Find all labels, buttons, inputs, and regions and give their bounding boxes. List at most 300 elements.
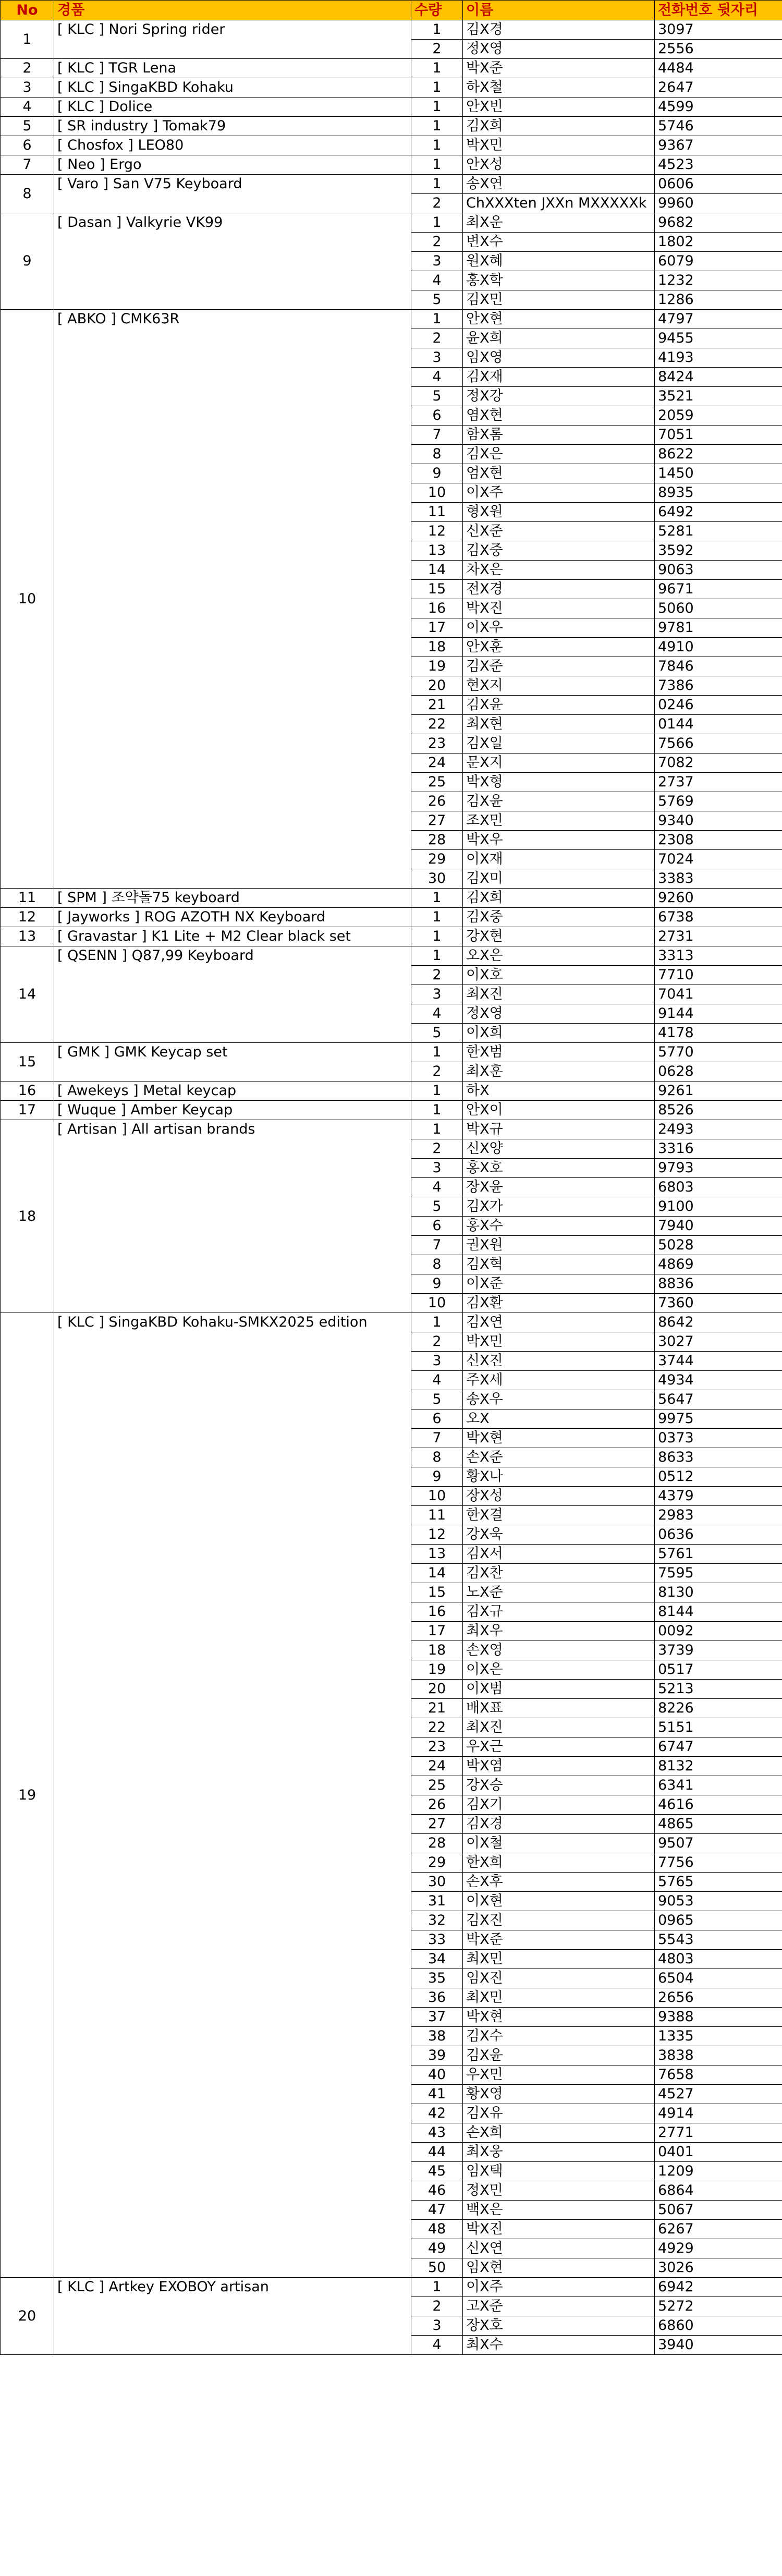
qty-cell: 16 <box>411 599 463 618</box>
prize-item-cell: [ KLC ] SingaKBD Kohaku <box>54 78 411 98</box>
table-row <box>1 310 782 329</box>
qty-cell: 18 <box>411 1641 463 1660</box>
qty-cell: 9 <box>411 1467 463 1487</box>
prize-item-cell: [ Gravastar ] K1 Lite + M2 Clear black set <box>54 927 411 946</box>
qty-cell: 2 <box>411 329 463 348</box>
table-row <box>1 213 782 233</box>
table-row <box>1 136 782 155</box>
qty-cell: 5 <box>411 1390 463 1409</box>
phone-digits-cell: 9367 <box>655 136 782 155</box>
winner-name-cell: 장X성 <box>463 1487 655 1506</box>
qty-cell: 23 <box>411 1737 463 1757</box>
winner-name-cell: 정X민 <box>463 2181 655 2201</box>
qty-cell: 41 <box>411 2085 463 2104</box>
winner-name-cell: 황X나 <box>463 1467 655 1487</box>
winner-name-cell: 노X준 <box>463 1583 655 1602</box>
winner-name-cell: 최X현 <box>463 715 655 734</box>
prize-no-cell: 19 <box>1 1313 54 2278</box>
qty-cell: 27 <box>411 811 463 831</box>
phone-digits-cell: 4910 <box>655 638 782 657</box>
qty-cell: 5 <box>411 387 463 406</box>
phone-digits-cell: 9793 <box>655 1159 782 1178</box>
phone-digits-cell: 7566 <box>655 734 782 754</box>
phone-digits-cell: 6738 <box>655 908 782 927</box>
winner-name-cell: 이X호 <box>463 966 655 985</box>
winner-name-cell: 윤X희 <box>463 329 655 348</box>
winner-name-cell: 엄X현 <box>463 464 655 483</box>
winner-name-cell: 이X은 <box>463 1660 655 1680</box>
winner-name-cell: 김X경 <box>463 1815 655 1834</box>
phone-digits-cell: 8935 <box>655 483 782 503</box>
phone-digits-cell: 9260 <box>655 889 782 908</box>
qty-cell: 12 <box>411 522 463 541</box>
qty-cell: 1 <box>411 20 463 40</box>
qty-cell: 1 <box>411 175 463 194</box>
winner-name-cell: 신X연 <box>463 2239 655 2258</box>
qty-cell: 33 <box>411 1930 463 1950</box>
phone-digits-cell: 7710 <box>655 966 782 985</box>
winner-name-cell: 강X승 <box>463 1776 655 1795</box>
phone-digits-cell: 8144 <box>655 1602 782 1622</box>
qty-cell: 39 <box>411 2046 463 2065</box>
winner-name-cell: 김X서 <box>463 1545 655 1564</box>
winner-name-cell: 현X지 <box>463 676 655 696</box>
table-row <box>1 946 782 966</box>
qty-cell: 1 <box>411 98 463 117</box>
phone-digits-cell: 6942 <box>655 2278 782 2297</box>
phone-digits-cell: 5765 <box>655 1873 782 1892</box>
qty-cell: 2 <box>411 966 463 985</box>
phone-digits-cell: 2983 <box>655 1506 782 1525</box>
winner-name-cell: 우X근 <box>463 1737 655 1757</box>
prize-no-cell: 10 <box>1 310 54 889</box>
winner-name-cell: 형X원 <box>463 503 655 522</box>
qty-cell: 4 <box>411 1004 463 1024</box>
winner-name-cell: 차X은 <box>463 561 655 580</box>
qty-cell: 4 <box>411 271 463 290</box>
winner-name-cell: 안X빈 <box>463 98 655 117</box>
qty-cell: 42 <box>411 2104 463 2123</box>
phone-digits-cell: 6747 <box>655 1737 782 1757</box>
prize-no-cell: 18 <box>1 1120 54 1313</box>
phone-digits-cell: 2737 <box>655 773 782 792</box>
phone-digits-cell: 3383 <box>655 869 782 889</box>
winner-name-cell: 한X범 <box>463 1043 655 1062</box>
qty-cell: 3 <box>411 348 463 368</box>
qty-cell: 48 <box>411 2220 463 2239</box>
phone-digits-cell: 1802 <box>655 233 782 252</box>
prize-no-cell: 20 <box>1 2278 54 2355</box>
phone-digits-cell: 0401 <box>655 2143 782 2162</box>
phone-digits-cell: 2656 <box>655 1988 782 2008</box>
qty-cell: 1 <box>411 78 463 98</box>
phone-digits-cell: 9100 <box>655 1197 782 1217</box>
qty-cell: 13 <box>411 1545 463 1564</box>
winner-name-cell: 하X <box>463 1082 655 1101</box>
qty-cell: 8 <box>411 1448 463 1467</box>
winner-name-cell: 박X현 <box>463 2008 655 2027</box>
prize-item-cell: [ Varo ] San V75 Keyboard <box>54 175 411 213</box>
winner-name-cell: 박X현 <box>463 1429 655 1448</box>
phone-digits-cell: 3739 <box>655 1641 782 1660</box>
winner-name-cell: 최X진 <box>463 985 655 1004</box>
phone-digits-cell: 1450 <box>655 464 782 483</box>
phone-digits-cell: 3316 <box>655 1139 782 1159</box>
winner-name-cell: 원X혜 <box>463 252 655 271</box>
table-row <box>1 155 782 175</box>
winner-name-cell: 김X윤 <box>463 2046 655 2065</box>
phone-digits-cell: 4599 <box>655 98 782 117</box>
phone-digits-cell: 7756 <box>655 1853 782 1873</box>
phone-digits-cell: 0606 <box>655 175 782 194</box>
phone-digits-cell: 1209 <box>655 2162 782 2181</box>
header-name: 이름 <box>463 1 655 20</box>
winner-name-cell: 안X훈 <box>463 638 655 657</box>
qty-cell: 14 <box>411 561 463 580</box>
phone-digits-cell: 5769 <box>655 792 782 811</box>
winner-name-cell: 임X진 <box>463 1969 655 1988</box>
winner-name-cell: 홍X학 <box>463 271 655 290</box>
winner-name-cell: 임X현 <box>463 2258 655 2278</box>
winner-name-cell: 이X재 <box>463 850 655 869</box>
phone-digits-cell: 4523 <box>655 155 782 175</box>
header-row <box>1 1 782 20</box>
winner-name-cell: 김X미 <box>463 869 655 889</box>
winner-name-cell: 김X은 <box>463 445 655 464</box>
phone-digits-cell: 9388 <box>655 2008 782 2027</box>
winner-name-cell: 박X준 <box>463 1930 655 1950</box>
qty-cell: 1 <box>411 1101 463 1120</box>
qty-cell: 5 <box>411 1024 463 1043</box>
phone-digits-cell: 9781 <box>655 618 782 638</box>
phone-digits-cell: 4527 <box>655 2085 782 2104</box>
winner-name-cell: 백X은 <box>463 2201 655 2220</box>
prize-item-cell: [ QSENN ] Q87,99 Keyboard <box>54 946 411 1043</box>
qty-cell: 5 <box>411 1197 463 1217</box>
winner-name-cell: 손X희 <box>463 2123 655 2143</box>
phone-digits-cell: 8132 <box>655 1757 782 1776</box>
phone-digits-cell: 2059 <box>655 406 782 426</box>
phone-digits-cell: 7041 <box>655 985 782 1004</box>
qty-cell: 25 <box>411 1776 463 1795</box>
qty-cell: 1 <box>411 908 463 927</box>
phone-digits-cell: 4379 <box>655 1487 782 1506</box>
table-row <box>1 1101 782 1120</box>
phone-digits-cell: 7658 <box>655 2065 782 2085</box>
winner-name-cell: 한X결 <box>463 1506 655 1525</box>
winner-name-cell: 조X민 <box>463 811 655 831</box>
qty-cell: 1 <box>411 1120 463 1139</box>
qty-cell: 10 <box>411 1487 463 1506</box>
phone-digits-cell: 4616 <box>655 1795 782 1815</box>
qty-cell: 20 <box>411 676 463 696</box>
winner-name-cell: 안X현 <box>463 310 655 329</box>
qty-cell: 1 <box>411 927 463 946</box>
phone-digits-cell: 3027 <box>655 1332 782 1352</box>
prize-item-cell: [ Awekeys ] Metal keycap <box>54 1082 411 1101</box>
qty-cell: 12 <box>411 1525 463 1545</box>
phone-digits-cell: 7082 <box>655 754 782 773</box>
phone-digits-cell: 0144 <box>655 715 782 734</box>
phone-digits-cell: 5272 <box>655 2297 782 2316</box>
prize-item-cell: [ ABKO ] CMK63R <box>54 310 411 889</box>
prize-no-cell: 2 <box>1 59 54 78</box>
qty-cell: 2 <box>411 1332 463 1352</box>
qty-cell: 20 <box>411 1680 463 1699</box>
phone-digits-cell: 9063 <box>655 561 782 580</box>
phone-digits-cell: 2556 <box>655 40 782 59</box>
qty-cell: 7 <box>411 1236 463 1255</box>
prize-item-cell: [ Dasan ] Valkyrie VK99 <box>54 213 411 310</box>
phone-digits-cell: 4914 <box>655 2104 782 2123</box>
winner-name-cell: 최X민 <box>463 1988 655 2008</box>
winner-name-cell: 김X유 <box>463 2104 655 2123</box>
qty-cell: 17 <box>411 1622 463 1641</box>
phone-digits-cell: 5028 <box>655 1236 782 1255</box>
qty-cell: 3 <box>411 985 463 1004</box>
qty-cell: 37 <box>411 2008 463 2027</box>
qty-cell: 44 <box>411 2143 463 2162</box>
qty-cell: 1 <box>411 946 463 966</box>
qty-cell: 10 <box>411 1294 463 1313</box>
winner-name-cell: 황X영 <box>463 2085 655 2104</box>
winner-name-cell: 김X수 <box>463 2027 655 2046</box>
phone-digits-cell: 0965 <box>655 1911 782 1930</box>
qty-cell: 26 <box>411 1795 463 1815</box>
winner-name-cell: 김X가 <box>463 1197 655 1217</box>
prize-no-cell: 8 <box>1 175 54 213</box>
winner-name-cell: 김X찬 <box>463 1564 655 1583</box>
qty-cell: 3 <box>411 252 463 271</box>
winner-name-cell: 박X준 <box>463 59 655 78</box>
prize-item-cell: [ KLC ] SingaKBD Kohaku-SMKX2025 edition <box>54 1313 411 2278</box>
winner-name-cell: 염X현 <box>463 406 655 426</box>
qty-cell: 29 <box>411 850 463 869</box>
winner-name-cell: 박X우 <box>463 831 655 850</box>
qty-cell: 21 <box>411 696 463 715</box>
winner-name-cell: 권X원 <box>463 1236 655 1255</box>
winner-name-cell: 오X <box>463 1409 655 1429</box>
winner-name-cell: 최X진 <box>463 1718 655 1737</box>
header-no: No <box>1 1 54 20</box>
prize-item-cell: [ Chosfox ] LEO80 <box>54 136 411 155</box>
qty-cell: 4 <box>411 1371 463 1390</box>
winner-name-cell: 김X혁 <box>463 1255 655 1274</box>
table-row <box>1 2278 782 2297</box>
phone-digits-cell: 5151 <box>655 1718 782 1737</box>
winner-name-cell: 손X영 <box>463 1641 655 1660</box>
phone-digits-cell: 9507 <box>655 1834 782 1853</box>
qty-cell: 10 <box>411 483 463 503</box>
phone-digits-cell: 8526 <box>655 1101 782 1120</box>
phone-digits-cell: 0512 <box>655 1467 782 1487</box>
phone-digits-cell: 6860 <box>655 2316 782 2336</box>
qty-cell: 3 <box>411 1352 463 1371</box>
qty-cell: 2 <box>411 1062 463 1082</box>
table-row <box>1 908 782 927</box>
winner-name-cell: 김X희 <box>463 117 655 136</box>
qty-cell: 24 <box>411 754 463 773</box>
winners-body <box>1 20 782 2355</box>
phone-digits-cell: 7940 <box>655 1217 782 1236</box>
phone-digits-cell: 9053 <box>655 1892 782 1911</box>
phone-digits-cell: 7024 <box>655 850 782 869</box>
phone-digits-cell: 0092 <box>655 1622 782 1641</box>
prize-no-cell: 12 <box>1 908 54 927</box>
table-row <box>1 1120 782 1139</box>
prize-no-cell: 7 <box>1 155 54 175</box>
phone-digits-cell: 6341 <box>655 1776 782 1795</box>
table-row <box>1 78 782 98</box>
qty-cell: 25 <box>411 773 463 792</box>
winner-name-cell: 주X세 <box>463 1371 655 1390</box>
phone-digits-cell: 5067 <box>655 2201 782 2220</box>
table-row <box>1 1082 782 1101</box>
winner-name-cell: 김X경 <box>463 20 655 40</box>
winner-name-cell: 최X수 <box>463 2336 655 2355</box>
phone-digits-cell: 5746 <box>655 117 782 136</box>
qty-cell: 11 <box>411 1506 463 1525</box>
phone-digits-cell: 3521 <box>655 387 782 406</box>
qty-cell: 1 <box>411 59 463 78</box>
phone-digits-cell: 3592 <box>655 541 782 561</box>
winner-name-cell: 이X범 <box>463 1680 655 1699</box>
qty-cell: 24 <box>411 1757 463 1776</box>
winner-name-cell: 이X현 <box>463 1892 655 1911</box>
winner-name-cell: 신X양 <box>463 1139 655 1159</box>
winner-name-cell: 이X주 <box>463 483 655 503</box>
phone-digits-cell: 5281 <box>655 522 782 541</box>
winner-name-cell: 송X우 <box>463 1390 655 1409</box>
winner-name-cell: 신X준 <box>463 522 655 541</box>
qty-cell: 5 <box>411 290 463 310</box>
phone-digits-cell: 3313 <box>655 946 782 966</box>
winner-name-cell: 박X진 <box>463 599 655 618</box>
winner-name-cell: 정X영 <box>463 1004 655 1024</box>
prize-item-cell: [ KLC ] Dolice <box>54 98 411 117</box>
prize-no-cell: 16 <box>1 1082 54 1101</box>
phone-digits-cell: 7846 <box>655 657 782 676</box>
qty-cell: 6 <box>411 1409 463 1429</box>
phone-digits-cell: 7051 <box>655 426 782 445</box>
winner-name-cell: 강X현 <box>463 927 655 946</box>
phone-digits-cell: 7360 <box>655 1294 782 1313</box>
phone-digits-cell: 7386 <box>655 676 782 696</box>
phone-digits-cell: 6504 <box>655 1969 782 1988</box>
qty-cell: 1 <box>411 1313 463 1332</box>
qty-cell: 11 <box>411 503 463 522</box>
phone-digits-cell: 6492 <box>655 503 782 522</box>
qty-cell: 1 <box>411 136 463 155</box>
winner-name-cell: 홍X호 <box>463 1159 655 1178</box>
phone-digits-cell: 5770 <box>655 1043 782 1062</box>
winner-name-cell: 최X훈 <box>463 1062 655 1082</box>
winner-name-cell: 김X윤 <box>463 792 655 811</box>
winner-name-cell: 이X철 <box>463 1834 655 1853</box>
winner-name-cell: 김X윤 <box>463 696 655 715</box>
phone-digits-cell: 8633 <box>655 1448 782 1467</box>
qty-cell: 3 <box>411 2316 463 2336</box>
table-row <box>1 175 782 194</box>
qty-cell: 1 <box>411 213 463 233</box>
table-row <box>1 889 782 908</box>
qty-cell: 6 <box>411 1217 463 1236</box>
qty-cell: 19 <box>411 1660 463 1680</box>
qty-cell: 9 <box>411 464 463 483</box>
phone-digits-cell: 9455 <box>655 329 782 348</box>
winner-name-cell: 김X규 <box>463 1602 655 1622</box>
qty-cell: 4 <box>411 2336 463 2355</box>
phone-digits-cell: 8226 <box>655 1699 782 1718</box>
phone-digits-cell: 9975 <box>655 1409 782 1429</box>
qty-cell: 50 <box>411 2258 463 2278</box>
winner-name-cell: 손X후 <box>463 1873 655 1892</box>
phone-digits-cell: 5761 <box>655 1545 782 1564</box>
phone-digits-cell: 0628 <box>655 1062 782 1082</box>
winner-name-cell: 변X수 <box>463 233 655 252</box>
phone-digits-cell: 3744 <box>655 1352 782 1371</box>
phone-digits-cell: 6079 <box>655 252 782 271</box>
winner-name-cell: 정X강 <box>463 387 655 406</box>
prize-item-cell: [ Wuque ] Amber Keycap <box>54 1101 411 1120</box>
phone-digits-cell: 3838 <box>655 2046 782 2065</box>
prize-item-cell: [ GMK ] GMK Keycap set <box>54 1043 411 1082</box>
qty-cell: 36 <box>411 1988 463 2008</box>
phone-digits-cell: 2731 <box>655 927 782 946</box>
winner-name-cell: 우X민 <box>463 2065 655 2085</box>
winner-name-cell: 임X영 <box>463 348 655 368</box>
phone-digits-cell: 4869 <box>655 1255 782 1274</box>
winner-name-cell: 김X희 <box>463 889 655 908</box>
qty-cell: 35 <box>411 1969 463 1988</box>
qty-cell: 1 <box>411 1082 463 1101</box>
prize-item-cell: [ SR industry ] Tomak79 <box>54 117 411 136</box>
qty-cell: 1 <box>411 889 463 908</box>
phone-digits-cell: 8836 <box>655 1274 782 1294</box>
phone-digits-cell: 2647 <box>655 78 782 98</box>
prize-no-cell: 11 <box>1 889 54 908</box>
winner-name-cell: 송X연 <box>463 175 655 194</box>
header-phone: 전화번호 뒷자리 <box>655 1 782 20</box>
qty-cell: 28 <box>411 1834 463 1853</box>
qty-cell: 1 <box>411 1043 463 1062</box>
prize-item-cell: [ KLC ] TGR Lena <box>54 59 411 78</box>
winner-name-cell: 김X진 <box>463 1911 655 1930</box>
qty-cell: 13 <box>411 541 463 561</box>
phone-digits-cell: 8130 <box>655 1583 782 1602</box>
winner-name-cell: 정X영 <box>463 40 655 59</box>
phone-digits-cell: 4484 <box>655 59 782 78</box>
prize-no-cell: 6 <box>1 136 54 155</box>
winner-name-cell: 전X경 <box>463 580 655 599</box>
qty-cell: 2 <box>411 1139 463 1159</box>
prize-no-cell: 1 <box>1 20 54 59</box>
qty-cell: 49 <box>411 2239 463 2258</box>
prize-item-cell: [ Neo ] Ergo <box>54 155 411 175</box>
table-row <box>1 59 782 78</box>
winner-name-cell: 신X진 <box>463 1352 655 1371</box>
phone-digits-cell: 3097 <box>655 20 782 40</box>
qty-cell: 23 <box>411 734 463 754</box>
qty-cell: 29 <box>411 1853 463 1873</box>
qty-cell: 27 <box>411 1815 463 1834</box>
winner-name-cell: 문X지 <box>463 754 655 773</box>
phone-digits-cell: 8424 <box>655 368 782 387</box>
winner-name-cell: 이X주 <box>463 2278 655 2297</box>
qty-cell: 45 <box>411 2162 463 2181</box>
phone-digits-cell: 2771 <box>655 2123 782 2143</box>
qty-cell: 46 <box>411 2181 463 2201</box>
